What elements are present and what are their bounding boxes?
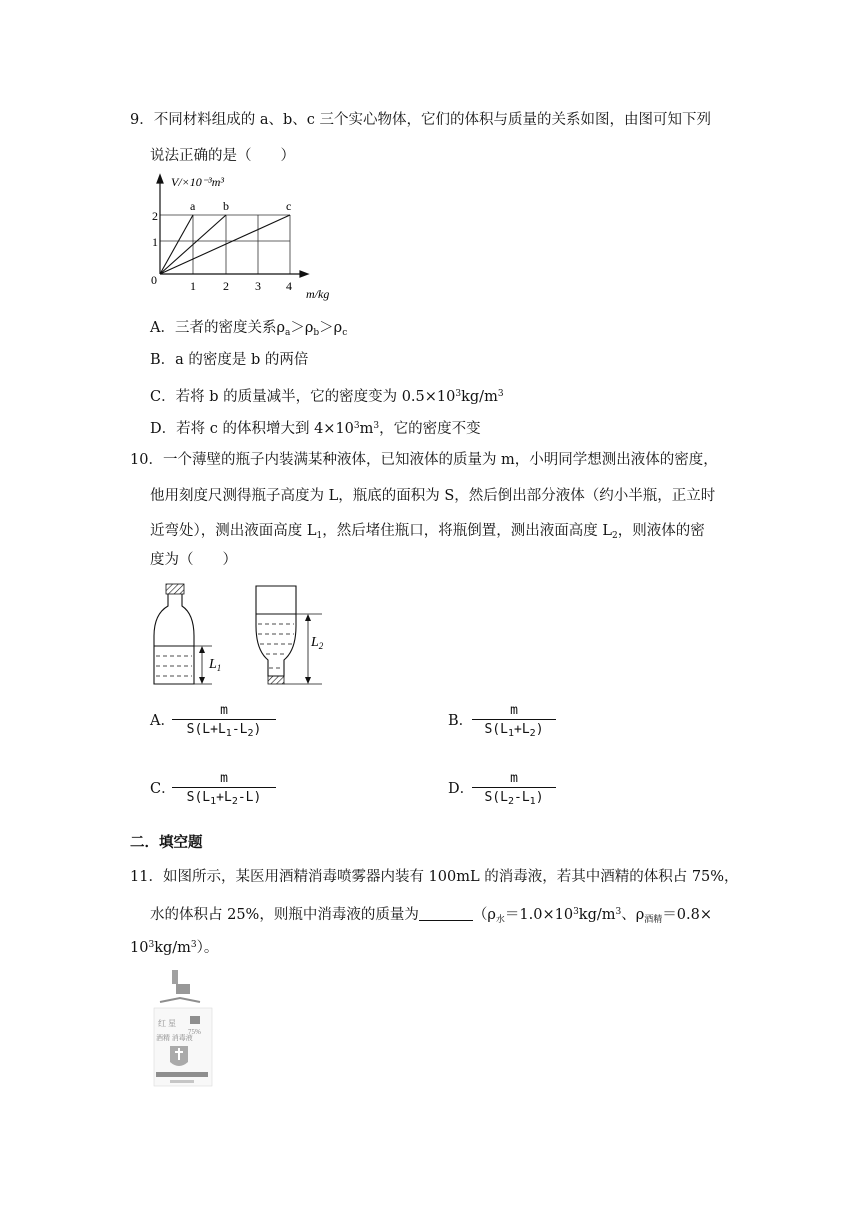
svg-text:红 星: 红 星 (158, 1019, 176, 1028)
label-b: b (223, 199, 229, 213)
q10-number: 10． (130, 452, 163, 468)
q10-option-a-letter[interactable]: A． (150, 713, 175, 729)
q9-stem-line1: 不同材料组成的 a、b、c 三个实心物体，它们的体积与质量的关系如图，由图可知下列 (153, 112, 711, 128)
bottle1-cap (166, 584, 184, 594)
q9-option-c[interactable]: C．若将 b 的质量减半，它的密度变为 $0.5\times 10^3kg/m^3$ (150, 389, 504, 405)
q10-option-d-letter[interactable]: D． (448, 781, 475, 797)
q10-line4: 度为（ ） (150, 552, 237, 568)
q10-option-d-fraction[interactable]: m $S(L_2-L_1)$ (472, 771, 556, 810)
answer-blank[interactable] (419, 906, 473, 921)
q10-option-a-fraction[interactable]: m $S(L+L_1-L_2)$ (172, 703, 276, 742)
x-tick-4: 4 (286, 279, 292, 293)
q10-option-c-letter[interactable]: C． (150, 781, 176, 797)
x-tick-1: 1 (190, 279, 196, 293)
svg-text:75%: 75% (188, 1028, 201, 1036)
q9-volume-mass-graph (148, 172, 338, 306)
line-a (160, 215, 193, 274)
label-l1: $L_1$ (209, 657, 222, 673)
section-title-fill-in: 二．填空题 (130, 835, 203, 851)
x-tick-2: 2 (223, 279, 229, 293)
spray-bottle-photo (150, 964, 214, 1090)
q11-number: 11． (130, 869, 163, 885)
q9-option-d[interactable]: D．若将 c 的体积增大到 $4\times 10^3m^3$，它的密度不变 (150, 421, 481, 437)
q9-option-a[interactable]: A．三者的密度关系$\rho_a>\rho_b>\rho_c$ (150, 320, 348, 338)
q9-number: 9． (130, 112, 154, 128)
q10-line3: 近弯处），测出液面高度 $L_1$，然后堵住瓶口，将瓶倒置，测出液面高度 $L_2$，则液体的密 (150, 523, 705, 541)
q10-option-c-fraction[interactable]: m $S(L_1+L_2-L)$ (172, 771, 276, 810)
q11-line1: 11．如图所示，某医用酒精消毒喷雾器内装有 100mL 的消毒液，若其中酒精的体积占 75%， (130, 869, 739, 885)
label-c: c (286, 199, 292, 213)
bottle2-cap (268, 676, 284, 684)
y-tick-1: 1 (152, 235, 158, 249)
q9-stem-line2: 说法正确的是（ ） (150, 148, 295, 164)
svg-text:酒精 消毒液: 酒精 消毒液 (156, 1034, 193, 1042)
y-axis-label: V/×10⁻³m³ (171, 175, 224, 189)
x-axis-label: m/kg (306, 287, 330, 301)
x-tick-3: 3 (255, 279, 261, 293)
q11-line2: 水的体积占 25%，则瓶中消毒液的质量为 （$\rho_水=1.0\times 10^3kg/m^3$、$\rho_{酒精}=0.8\times$ (150, 907, 712, 925)
bottle1-body (154, 594, 194, 684)
y-tick-2: 2 (152, 209, 158, 223)
origin-label: 0 (151, 273, 157, 287)
line-c (160, 215, 290, 274)
q9-option-b[interactable]: B．a 的密度是 b 的两倍 (150, 352, 309, 368)
label-a: a (190, 199, 196, 213)
q10-option-b-letter[interactable]: B． (448, 713, 474, 729)
q10-line1: 10．一个薄壁的瓶子内装满某种液体，已知液体的质量为 m，小明同学想测出液体的密度， (130, 452, 718, 468)
label-l2: $L_2$ (311, 635, 324, 651)
q11-line3: $10^3kg/m^3$）。 (130, 940, 219, 956)
q10-bottle-figure (148, 580, 338, 690)
q9-line1 (130, 110, 711, 130)
bottle2-body (256, 586, 296, 676)
q10-line2: 他用刻度尺测得瓶子高度为 L，瓶底的面积为 S，然后倒出部分液体（约小半瓶，正立时 (150, 488, 716, 504)
q10-option-b-fraction[interactable]: m $S(L_1+L_2)$ (472, 703, 556, 742)
